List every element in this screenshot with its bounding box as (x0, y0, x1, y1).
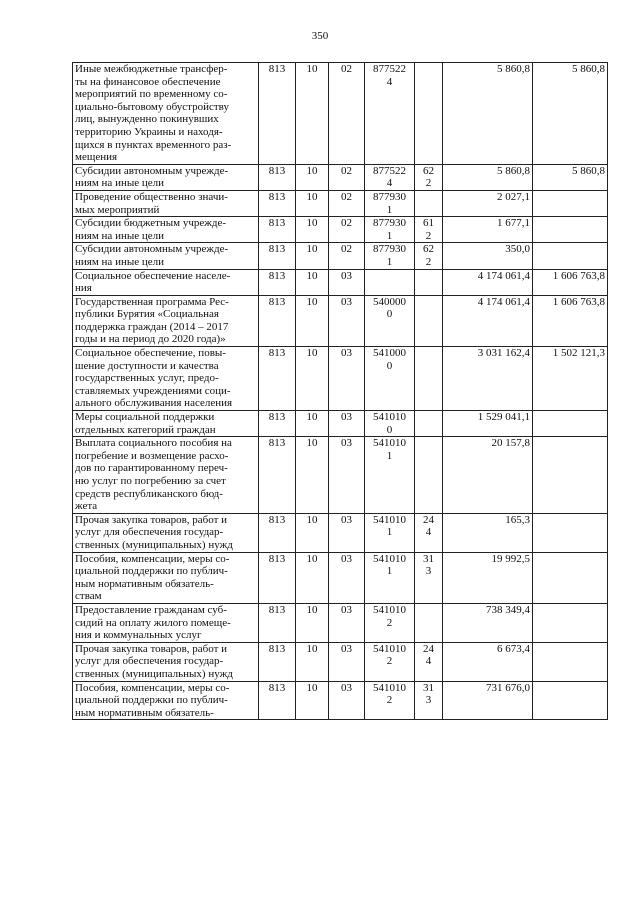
code-expense-type-cell (415, 411, 443, 437)
code-subsection-cell: 03 (329, 552, 365, 603)
code-ministry-cell: 813 (259, 269, 296, 295)
code-section-cell: 10 (296, 164, 329, 190)
row-name-cell: Проведение общественно значи- мых мероприятий (73, 190, 259, 216)
code-target-article-cell: 541010 2 (365, 603, 415, 642)
code-ministry-cell: 813 (259, 411, 296, 437)
code-target-article-cell: 877930 1 (365, 243, 415, 269)
budget-table-body (73, 63, 608, 720)
table-row (73, 437, 608, 514)
code-expense-type-cell: 62 2 (415, 243, 443, 269)
code-section-cell: 10 (296, 437, 329, 514)
amount-federal-cell (533, 217, 608, 243)
amount-federal-cell (533, 513, 608, 552)
amount-total-cell: 3 031 162,4 (443, 347, 533, 411)
amount-federal-cell (533, 190, 608, 216)
row-name-cell: Меры социальной поддержки отдельных категорий граждан (73, 411, 259, 437)
table-row (73, 681, 608, 720)
code-subsection-cell: 02 (329, 190, 365, 216)
code-subsection-cell: 03 (329, 642, 365, 681)
code-expense-type-cell (415, 190, 443, 216)
code-section-cell: 10 (296, 190, 329, 216)
code-target-article-cell: 877930 1 (365, 217, 415, 243)
code-expense-type-cell (415, 269, 443, 295)
amount-federal-cell: 1 606 763,8 (533, 269, 608, 295)
amount-total-cell: 731 676,0 (443, 681, 533, 720)
code-target-article-cell: 541010 2 (365, 681, 415, 720)
code-ministry-cell: 813 (259, 243, 296, 269)
code-subsection-cell: 03 (329, 513, 365, 552)
amount-federal-cell (533, 243, 608, 269)
code-section-cell: 10 (296, 243, 329, 269)
amount-total-cell: 1 677,1 (443, 217, 533, 243)
code-subsection-cell: 03 (329, 681, 365, 720)
code-expense-type-cell (415, 603, 443, 642)
code-subsection-cell: 03 (329, 411, 365, 437)
code-expense-type-cell: 24 4 (415, 513, 443, 552)
code-section-cell: 10 (296, 603, 329, 642)
code-target-article-cell: 877930 1 (365, 190, 415, 216)
code-target-article-cell: 541000 0 (365, 347, 415, 411)
amount-total-cell: 738 349,4 (443, 603, 533, 642)
row-name-cell: Пособия, компенсации, меры со- циальной поддержки по публич- ным нормативным обязатель- (73, 681, 259, 720)
code-ministry-cell: 813 (259, 681, 296, 720)
amount-federal-cell: 5 860,8 (533, 164, 608, 190)
code-expense-type-cell: 24 4 (415, 642, 443, 681)
amount-total-cell: 1 529 041,1 (443, 411, 533, 437)
table-row (73, 513, 608, 552)
amount-total-cell: 19 992,5 (443, 552, 533, 603)
amount-total-cell: 4 174 061,4 (443, 269, 533, 295)
code-section-cell: 10 (296, 269, 329, 295)
amount-total-cell: 6 673,4 (443, 642, 533, 681)
code-target-article-cell: 541010 1 (365, 437, 415, 514)
amount-total-cell: 4 174 061,4 (443, 295, 533, 346)
amount-federal-cell: 5 860,8 (533, 63, 608, 165)
code-target-article-cell: 541010 1 (365, 552, 415, 603)
amount-total-cell: 165,3 (443, 513, 533, 552)
row-name-cell: Государственная программа Рес- публики Бурятия «Социальная поддержка граждан (2014 – 2017 годы и на период до 2020 года)» (73, 295, 259, 346)
code-target-article-cell: 541010 0 (365, 411, 415, 437)
table-row (73, 603, 608, 642)
code-section-cell: 10 (296, 295, 329, 346)
code-subsection-cell: 02 (329, 217, 365, 243)
row-name-cell: Иные межбюджетные трансфер- ты на финансовое обеспечение мероприятий по временному со- циально-бытовому обустройству лиц, вынужденно покинувших территорию Украины и находя- щихся в пунктах временного раз- мещения (73, 63, 259, 165)
amount-federal-cell: 1 502 121,3 (533, 347, 608, 411)
code-expense-type-cell: 31 3 (415, 552, 443, 603)
code-section-cell: 10 (296, 347, 329, 411)
code-ministry-cell: 813 (259, 552, 296, 603)
code-subsection-cell: 03 (329, 347, 365, 411)
code-ministry-cell: 813 (259, 642, 296, 681)
code-ministry-cell: 813 (259, 603, 296, 642)
amount-total-cell: 20 157,8 (443, 437, 533, 514)
code-expense-type-cell: 61 2 (415, 217, 443, 243)
row-name-cell: Прочая закупка товаров, работ и услуг для обеспечения государ- ственных (муниципальных) нужд (73, 513, 259, 552)
code-expense-type-cell: 62 2 (415, 164, 443, 190)
code-ministry-cell: 813 (259, 63, 296, 165)
code-section-cell: 10 (296, 63, 329, 165)
row-name-cell: Предоставление гражданам суб- сидий на оплату жилого помеще- ния и коммунальных услуг (73, 603, 259, 642)
amount-total-cell: 350,0 (443, 243, 533, 269)
page-number: 350 (311, 30, 329, 42)
amount-federal-cell: 1 606 763,8 (533, 295, 608, 346)
row-name-cell: Субсидии бюджетным учрежде- ниям на иные цели (73, 217, 259, 243)
code-target-article-cell: 877522 4 (365, 164, 415, 190)
table-row (73, 411, 608, 437)
table-row (73, 552, 608, 603)
code-expense-type-cell (415, 347, 443, 411)
table-row (73, 347, 608, 411)
code-target-article-cell (365, 269, 415, 295)
code-target-article-cell: 541010 1 (365, 513, 415, 552)
amount-total-cell: 5 860,8 (443, 63, 533, 165)
code-expense-type-cell (415, 295, 443, 346)
row-name-cell: Прочая закупка товаров, работ и услуг для обеспечения государ- ственных (муниципальных) нужд (73, 642, 259, 681)
row-name-cell: Выплата социального пособия на погребение и возмещение расхо- дов по гарантированному переч- ню услуг по погребению за счет средств республиканского бюд- жета (73, 437, 259, 514)
code-subsection-cell: 03 (329, 295, 365, 346)
table-row (73, 243, 608, 269)
table-row (73, 269, 608, 295)
row-name-cell: Субсидии автономным учрежде- ниям на иные цели (73, 164, 259, 190)
code-ministry-cell: 813 (259, 437, 296, 514)
table-row (73, 295, 608, 346)
amount-federal-cell (533, 552, 608, 603)
code-section-cell: 10 (296, 513, 329, 552)
code-target-article-cell: 877522 4 (365, 63, 415, 165)
code-section-cell: 10 (296, 642, 329, 681)
code-target-article-cell: 540000 0 (365, 295, 415, 346)
code-ministry-cell: 813 (259, 347, 296, 411)
code-subsection-cell: 03 (329, 603, 365, 642)
code-ministry-cell: 813 (259, 190, 296, 216)
amount-federal-cell (533, 603, 608, 642)
code-ministry-cell: 813 (259, 513, 296, 552)
code-subsection-cell: 03 (329, 437, 365, 514)
table-row (73, 217, 608, 243)
code-ministry-cell: 813 (259, 164, 296, 190)
code-ministry-cell: 813 (259, 295, 296, 346)
row-name-cell: Социальное обеспечение, повы- шение доступности и качества государственных услуг, предо- ставляемых учреждениями соци- ального обслуживания населения (73, 347, 259, 411)
amount-federal-cell (533, 411, 608, 437)
code-expense-type-cell: 31 3 (415, 681, 443, 720)
table-row (73, 642, 608, 681)
code-section-cell: 10 (296, 552, 329, 603)
table-row (73, 63, 608, 165)
code-subsection-cell: 02 (329, 243, 365, 269)
code-target-article-cell: 541010 2 (365, 642, 415, 681)
amount-federal-cell (533, 681, 608, 720)
code-section-cell: 10 (296, 217, 329, 243)
code-section-cell: 10 (296, 681, 329, 720)
code-section-cell: 10 (296, 411, 329, 437)
code-ministry-cell: 813 (259, 217, 296, 243)
code-subsection-cell: 03 (329, 269, 365, 295)
table-row (73, 190, 608, 216)
row-name-cell: Пособия, компенсации, меры со- циальной поддержки по публич- ным нормативным обязатель- ствам (73, 552, 259, 603)
code-subsection-cell: 02 (329, 63, 365, 165)
amount-federal-cell (533, 642, 608, 681)
code-expense-type-cell (415, 63, 443, 165)
row-name-cell: Социальное обеспечение населе- ния (73, 269, 259, 295)
table-row (73, 164, 608, 190)
row-name-cell: Субсидии автономным учрежде- ниям на иные цели (73, 243, 259, 269)
amount-total-cell: 2 027,1 (443, 190, 533, 216)
code-expense-type-cell (415, 437, 443, 514)
amount-federal-cell (533, 437, 608, 514)
budget-table (72, 62, 608, 720)
amount-total-cell: 5 860,8 (443, 164, 533, 190)
code-subsection-cell: 02 (329, 164, 365, 190)
